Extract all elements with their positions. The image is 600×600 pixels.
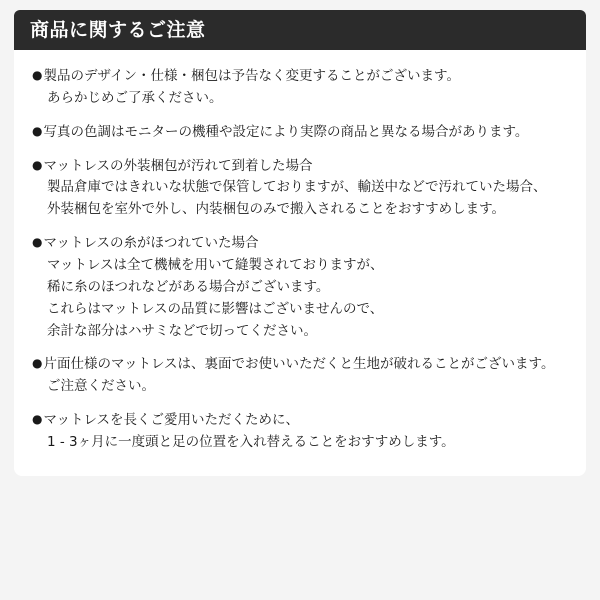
notice-line: [32, 376, 568, 398]
notice-line-text: マットレスを長くご愛用いただくために、: [43, 412, 300, 429]
notice-line: [32, 66, 568, 88]
notice-line-text: 写真の色調はモニターの機種や設定により実際の商品と異なる場合があります。: [43, 123, 529, 140]
notice-line-text: あらかじめご了承ください。: [47, 89, 223, 106]
notice-body: [14, 50, 586, 476]
notice-line: [32, 432, 568, 454]
notice-line: [32, 410, 568, 432]
notice-line-text: 余計な部分はハサミなどで切ってください。: [47, 322, 317, 339]
notice-item: [32, 233, 568, 342]
bullet-icon: ●: [32, 356, 43, 371]
notice-line-text: ご注意ください。: [47, 378, 155, 395]
page-title: 商品に関するご注意: [30, 18, 206, 41]
notice-line: [32, 255, 568, 277]
notice-line-text: マットレスは全て機械を用いて縫製されておりますが、: [47, 257, 384, 274]
notice-header: [14, 10, 586, 50]
notice-line-text: マットレスの外装梱包が汚れて到着した場合: [43, 157, 313, 174]
bullet-icon: ●: [32, 235, 43, 250]
bullet-icon: ●: [32, 412, 43, 427]
notice-line: [32, 277, 568, 299]
notice-line: [32, 321, 568, 343]
notice-line-text: 1 - 3ヶ月に一度頭と足の位置を入れ替えることをおすすめします。: [47, 434, 455, 451]
notice-card: [14, 10, 586, 476]
notice-line: [32, 156, 568, 178]
notice-item: [32, 156, 568, 222]
notice-item: [32, 410, 568, 454]
notice-item: [32, 66, 568, 110]
notice-line: [32, 233, 568, 255]
notice-line-text: 製品のデザイン・仕様・梱包は予告なく変更することがございます。: [43, 68, 460, 84]
bullet-icon: ●: [32, 157, 43, 172]
notice-item: [32, 354, 568, 398]
notice-item: [32, 122, 568, 144]
notice-line-text: 外装梱包を室外で外し、内装梱包のみで搬入されることをおすすめします。: [47, 201, 506, 218]
notice-line: [32, 354, 568, 376]
notice-line-text: 片面仕様のマットレスは、裏面でお使いいただくと生地が破れることがございます。: [43, 356, 555, 373]
notice-line: [32, 177, 568, 199]
notice-line: [32, 199, 568, 221]
notice-line: [32, 88, 568, 110]
notice-line: [32, 122, 568, 144]
notice-line-text: マットレスの糸がほつれていた場合: [43, 235, 259, 252]
bullet-icon: ●: [32, 68, 43, 82]
notice-line-text: 製品倉庫ではきれいな状態で保管しておりますが、輸送中などで汚れていた場合、: [47, 179, 547, 196]
notice-line-text: これらはマットレスの品質に影響はございませんので、: [47, 300, 384, 317]
bullet-icon: ●: [32, 123, 43, 138]
notice-line-text: 稀に糸のほつれなどがある場合がございます。: [47, 278, 330, 295]
notice-line: [32, 299, 568, 321]
